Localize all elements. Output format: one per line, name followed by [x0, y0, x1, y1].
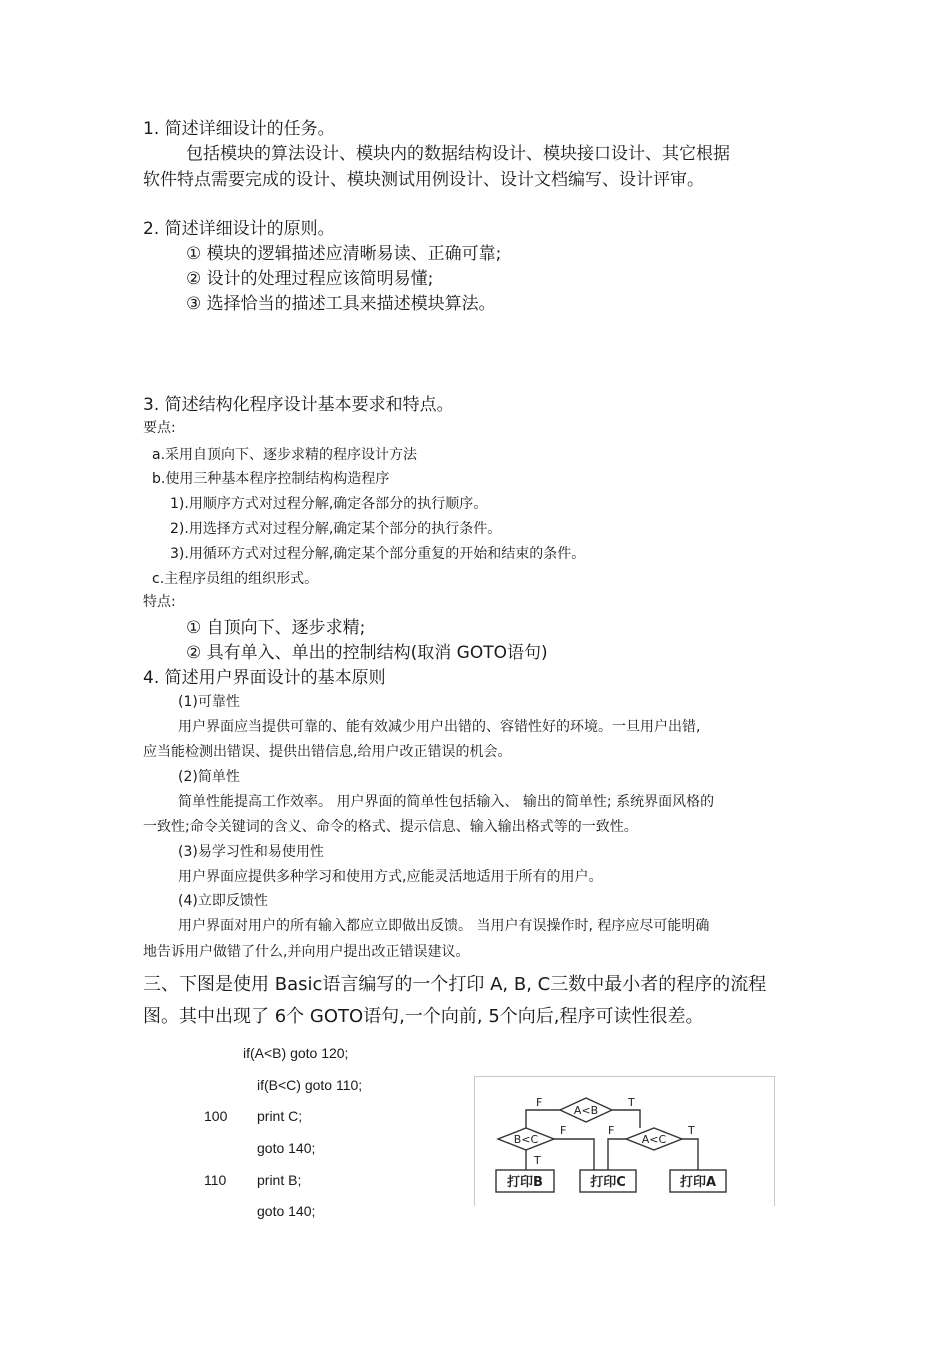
cond-right-label: A<C: [641, 1133, 667, 1146]
label-f: F: [536, 1096, 543, 1109]
q4-p4-head: (4)立即反馈性: [178, 893, 268, 909]
q4-p1-line2: 应当能检测出错误、提供出错信息,给用户改正错误的机会。: [143, 744, 512, 760]
q3-req-b-item: 2).用选择方式对过程分解,确定某个部分的执行条件。: [170, 521, 502, 537]
label-t: T: [628, 1096, 635, 1109]
q3-req-b: b.使用三种基本程序控制结构构造程序: [152, 471, 390, 487]
q4-p4-line2: 地告诉用户做错了什么,并向用户提出改正错误建议。: [143, 944, 470, 960]
code-line-label: 100: [204, 1108, 228, 1124]
edge-f-left: [554, 1139, 594, 1170]
label-t: T: [534, 1154, 541, 1167]
edge-f-top: [526, 1110, 560, 1128]
cond-left-label: B<C: [513, 1133, 539, 1146]
code-line: goto 140;: [257, 1140, 316, 1156]
flowchart: [474, 1076, 775, 1206]
q3-feat-item: ① 自顶向下、逐步求精;: [186, 618, 366, 638]
q5-line1: 三、下图是使用 Basic语言编写的一个打印 A, B, C三数中最小者的程序的流程: [143, 974, 767, 995]
q2-item: ③ 选择恰当的描述工具来描述模块算法。: [186, 294, 496, 314]
q2-item: ② 设计的处理过程应该简明易懂;: [186, 269, 434, 289]
q2-item: ① 模块的逻辑描述应清晰易读、正确可靠;: [186, 244, 502, 264]
q4-p2-line1: 简单性能提高工作效率。 用户界面的简单性包括输入、 输出的简单性; 系统界面风格的: [178, 794, 715, 810]
q5-line2: 图。其中出现了 6个 GOTO语句,一个向前, 5个向后,程序可读性很差。: [143, 1006, 704, 1027]
q3-req-c: c.主程序员组的组织形式。: [152, 571, 319, 587]
q3-feat-label: 特点:: [143, 594, 176, 610]
edge-t-right: [682, 1139, 698, 1170]
label-f: F: [608, 1124, 615, 1137]
box-print-c-label: 打印C: [590, 1175, 626, 1190]
code-line: print B;: [257, 1172, 302, 1188]
q3-req-b-item: 3).用循环方式对过程分解,确定某个部分重复的开始和结束的条件。: [170, 546, 586, 562]
edge-f-right: [608, 1139, 626, 1170]
code-line-label: 110: [204, 1172, 227, 1188]
q3-req-label: 要点:: [143, 420, 176, 436]
edge-t-top: [612, 1110, 640, 1128]
box-print-b-label: 打印B: [507, 1175, 543, 1190]
q1-body-line2: 软件特点需要完成的设计、模块测试用例设计、设计文档编写、设计评审。: [143, 170, 704, 190]
q4-p2-head: (2)简单性: [178, 769, 240, 785]
q4-p1-head: (1)可靠性: [178, 694, 240, 710]
cond-top-label: A<B: [573, 1104, 599, 1117]
box-print-a-label: 打印A: [679, 1175, 717, 1190]
q3-req-b-item: 1).用顺序方式对过程分解,确定各部分的执行顺序。: [170, 496, 488, 512]
code-line: print C;: [257, 1108, 303, 1124]
q3-req-a: a.采用自顶向下、逐步求精的程序设计方法: [152, 447, 418, 463]
q3-feat-item: ② 具有单入、单出的控制结构(取消 GOTO语句): [186, 643, 548, 663]
q1-body-line1: 包括模块的算法设计、模块内的数据结构设计、模块接口设计、其它根据: [186, 144, 730, 164]
q1-title: 1. 简述详细设计的任务。: [143, 119, 335, 139]
code-line: goto 140;: [257, 1203, 316, 1219]
q2-title: 2. 简述详细设计的原则。: [143, 219, 335, 239]
label-t: T: [688, 1124, 695, 1137]
q4-p3-line1: 用户界面应提供多种学习和使用方式,应能灵活地适用于所有的用户。: [178, 869, 603, 885]
code-line: if(B<C) goto 110;: [257, 1077, 363, 1093]
q4-p2-line2: 一致性;命令关键词的含义、命令的格式、提示信息、输入输出格式等的一致性。: [143, 819, 638, 835]
q4-p1-line1: 用户界面应当提供可靠的、能有效减少用户出错的、容错性好的环境。一旦用户出错,: [178, 719, 701, 735]
code-line: if(A<B) goto 120;: [243, 1045, 349, 1061]
label-f: F: [560, 1124, 567, 1137]
q4-title: 4. 简述用户界面设计的基本原则: [143, 668, 386, 688]
q4-p3-head: (3)易学习性和易使用性: [178, 844, 324, 860]
q4-p4-line1: 用户界面对用户的所有输入都应立即做出反馈。 当用户有误操作时, 程序应尽可能明确: [178, 918, 710, 934]
q3-title: 3. 简述结构化程序设计基本要求和特点。: [143, 395, 454, 415]
